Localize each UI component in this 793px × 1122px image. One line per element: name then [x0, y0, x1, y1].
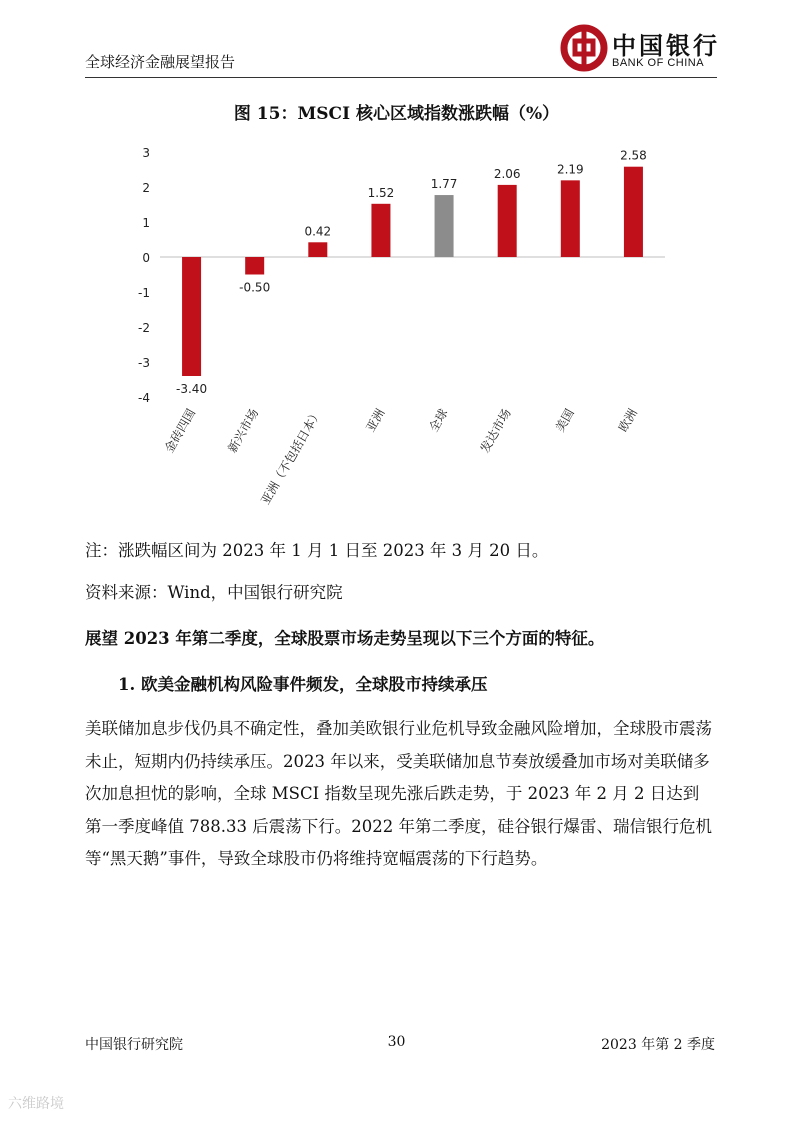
lead-paragraph: 展望 2023 年第二季度，全球股票市场走势呈现以下三个方面的特征。: [85, 629, 605, 648]
category-label: 金砖四国: [162, 406, 199, 456]
y-tick-label: -3: [138, 356, 150, 370]
category-label: 亚洲: [363, 406, 388, 435]
data-label: 1.77: [430, 177, 458, 192]
page-number: 30: [387, 1034, 406, 1050]
figure-title: 图 15：MSCI 核心区域指数涨跌幅（%）: [233, 104, 560, 124]
chart-note: 注：涨跌幅区间为 2023 年 1 月 1 日至 2023 年 3 月 20 日。: [85, 541, 549, 560]
header-title: 全球经济金融展望报告: [85, 53, 236, 71]
category-label: 发达市场: [477, 406, 514, 456]
y-tick-label: 3: [142, 146, 150, 160]
header-divider: [85, 77, 717, 78]
y-tick-label: -1: [138, 286, 150, 300]
bar: [308, 242, 327, 257]
y-tick-label: -2: [138, 321, 150, 335]
category-label: 美国: [552, 406, 577, 435]
data-label: 0.42: [304, 224, 332, 239]
data-label: 2.06: [493, 166, 521, 181]
bar: [561, 180, 580, 257]
bar: [498, 185, 517, 257]
category-label: 欧洲: [615, 406, 641, 435]
bar: [182, 257, 201, 376]
footer-period: 2023 年第 2 季度: [601, 1037, 715, 1053]
body-paragraph: 美联储加息步伐仍具不确定性，叠加美欧银行业危机导致金融风险增加，全球股市震荡未止，短期内仍持续承压。2023 年以来，受美联储加息节奏放缓叠加市场对美联储多次加息担忧的影响，全球 MSCI 指数呈现先涨后跌走势，于 2023 年 2 月 2 日达到第一季度峰值 788.33 后震荡下行。2022 年第二季度，硅谷银行爆雷、瑞信银行危机等“黑天鹅”事件，导致全球股市仍将维持宽幅震荡的下行趋势。: [85, 719, 712, 868]
logo-english-name: BANK OF CHINA: [612, 57, 705, 69]
data-label: 2.19: [556, 162, 584, 177]
category-label: 新兴市场: [225, 406, 262, 456]
data-label: -3.40: [176, 382, 208, 396]
chart-source: 资料来源：Wind，中国银行研究院: [85, 583, 343, 602]
bank-of-china-emblem-icon: [560, 24, 612, 76]
watermark: 六维路境: [8, 1096, 64, 1112]
data-label: -0.50: [239, 280, 271, 295]
data-label: 2.58: [620, 148, 647, 163]
bar: [371, 204, 390, 257]
data-label: 1.52: [367, 185, 395, 200]
category-label: 全球: [426, 406, 451, 435]
section-heading-1: 1. 欧美金融机构风险事件频发，全球股市持续承压: [118, 675, 488, 694]
msci-bar-chart: [120, 140, 700, 540]
y-tick-label: 1: [142, 216, 150, 230]
bar: [245, 257, 264, 275]
category-label: 亚洲（不包括日本）: [258, 406, 325, 508]
bar: [624, 167, 643, 257]
y-tick-label: -4: [138, 391, 150, 405]
y-tick-label: 0: [142, 251, 150, 265]
footer-institution: 中国银行研究院: [85, 1037, 183, 1053]
logo-chinese-name: 中国银行: [612, 31, 720, 60]
y-tick-label: 2: [142, 181, 150, 195]
bar: [435, 195, 454, 257]
